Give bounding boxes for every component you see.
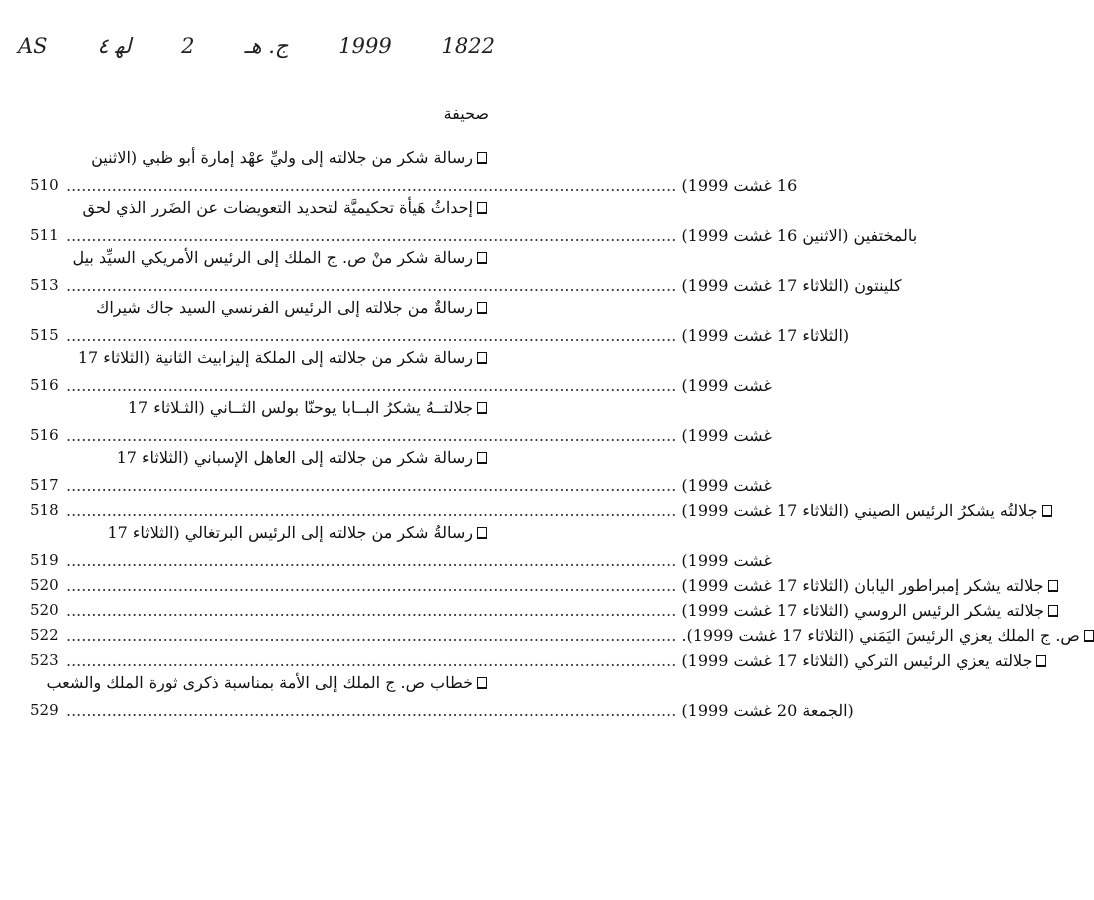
toc-entry-line <box>30 445 487 470</box>
toc-entry-text: غشت 1999) <box>681 426 772 445</box>
toc-entry-text: رسالة شكر من جلالته إلى العاهل الإسباني (الثلاثاء 17 <box>116 448 473 467</box>
checkbox-icon <box>477 452 487 464</box>
toc-entry-line <box>30 170 798 195</box>
toc-entry-text: رسالة شكر من جلالته إلى وليِّ عهْد إمارة أبو ظبي (الاثنين <box>91 148 473 167</box>
page-number: 522 <box>30 626 59 644</box>
toc-entry-line <box>30 195 487 220</box>
toc-entry-line <box>30 220 918 245</box>
toc-entry <box>30 245 902 295</box>
page-number: 510 <box>30 176 59 194</box>
toc-entry-text: غشت 1999) <box>681 476 772 495</box>
page-number: 520 <box>30 601 59 619</box>
dot-leader: ........................................................................................................................ <box>66 701 682 720</box>
toc-entry-text: كلينتون (الثلاثاء 17 غشت 1999) <box>681 276 902 295</box>
dot-leader: ........................................................................................................................ <box>66 276 682 295</box>
dot-leader: ........................................................................................................................ <box>66 326 682 345</box>
dot-leader: ........................................................................................................................ <box>66 601 682 620</box>
checkbox-icon <box>1048 580 1058 592</box>
dot-leader: ........................................................................................................................ <box>66 551 682 570</box>
toc-entry-line <box>30 470 772 495</box>
toc-entry-line <box>30 270 902 295</box>
toc-entry-line <box>30 545 772 570</box>
toc-entry-line <box>30 420 772 445</box>
toc-entry-text: غشت 1999) <box>681 376 772 395</box>
toc-entry-text: غشت 1999) <box>681 551 772 570</box>
page-number: 529 <box>30 701 59 719</box>
toc-entry-text: (الجمعة 20 غشت 1999) <box>681 701 854 720</box>
toc-entry-text: رسالة شكر من جلالته إلى الملكة إليزابيث الثانية (الثلاثاء 17 <box>77 348 473 367</box>
toc-entry-text: رسالة شكر منْ ص. ج الملك إلى الرئيس الأمريكي السيِّد بيل <box>72 248 473 267</box>
toc-entry-text: جلالته يشكر إمبراطور اليابان (الثلاثاء 17 غشت 1999) <box>681 576 1044 595</box>
checkbox-icon <box>1036 655 1046 667</box>
checkbox-icon <box>1084 630 1094 642</box>
page-number: 520 <box>30 576 59 594</box>
page-number: 516 <box>30 376 59 394</box>
toc-entry-line <box>30 295 487 320</box>
checkbox-icon <box>477 352 487 364</box>
page-number: 517 <box>30 476 59 494</box>
toc-entry <box>30 620 1080 645</box>
handwritten-note: 1822 <box>441 34 495 58</box>
toc-entry-text: إحداثُ هَيأة تحكيميَّة لتحديد التعويضات عن الضَرر الذي لحق <box>82 198 473 217</box>
toc-entry-text: رسالةٌ من جلالته إلى الرئيس الفرنسي السيد جاك شيراك <box>96 298 473 317</box>
toc-entry <box>30 445 772 495</box>
dot-leader: ........................................................................................................................ <box>66 501 682 520</box>
toc-entry <box>30 145 798 195</box>
handwritten-annotations <box>18 26 495 66</box>
page-number: 523 <box>30 651 59 669</box>
toc-entry-line <box>30 370 772 395</box>
page-number: 516 <box>30 426 59 444</box>
toc-entry-text: جلالتُه يشكرُ الرئيس الصيني (الثلاثاء 17 غشت 1999) <box>681 501 1038 520</box>
handwritten-note: AS <box>18 34 48 58</box>
table-of-contents <box>30 145 1080 720</box>
checkbox-icon <box>1042 505 1052 517</box>
dot-leader: ........................................................................................................................ <box>66 626 682 645</box>
dot-leader: ........................................................................................................................ <box>66 376 682 395</box>
checkbox-icon <box>477 677 487 689</box>
page-number: 513 <box>30 276 59 294</box>
handwritten-note: ج. هـ <box>244 34 289 58</box>
toc-entry <box>30 520 772 570</box>
toc-entry <box>30 195 918 245</box>
toc-entry-line <box>30 495 1038 520</box>
dot-leader: ........................................................................................................................ <box>66 476 682 495</box>
page-column-label: صحيفة <box>443 104 489 123</box>
toc-entry-line <box>30 320 850 345</box>
toc-entry-line <box>30 520 487 545</box>
toc-entry-line <box>30 395 487 420</box>
toc-entry-line <box>30 145 487 170</box>
toc-entry-text: جلالته يعزي الرئيس التركي (الثلاثاء 17 غشت 1999) <box>681 651 1033 670</box>
dot-leader: ........................................................................................................................ <box>66 426 682 445</box>
handwritten-note: ﻟﻬ ٤ <box>97 34 132 58</box>
page-number: 511 <box>30 226 59 244</box>
toc-entry <box>30 395 772 445</box>
toc-entry-line <box>30 620 1080 645</box>
toc-entry-text: (الثلاثاء 17 غشت 1999) <box>681 326 850 345</box>
toc-entry-line <box>30 245 487 270</box>
page-number: 518 <box>30 501 59 519</box>
toc-entry <box>30 345 772 395</box>
toc-entry-text: 16 غشت 1999) <box>681 176 798 195</box>
toc-entry-line <box>30 645 1033 670</box>
checkbox-icon <box>477 252 487 264</box>
toc-entry <box>30 670 854 720</box>
toc-entry-text: بالمختفين (الاثنين 16 غشت 1999) <box>681 226 918 245</box>
toc-entry <box>30 295 850 345</box>
checkbox-icon <box>477 302 487 314</box>
page-number: 515 <box>30 326 59 344</box>
toc-entry-text: جلالتــهُ يشكرُ البــابا يوحنّا بولس الثــاني (الثـلاثاء 17 <box>127 398 473 417</box>
dot-leader: ........................................................................................................................ <box>66 176 682 195</box>
dot-leader: ........................................................................................................................ <box>66 651 682 670</box>
dot-leader: ........................................................................................................................ <box>66 226 682 245</box>
toc-entry-line <box>30 595 1045 620</box>
toc-entry-line <box>30 570 1044 595</box>
toc-entry <box>30 595 1045 620</box>
toc-entry <box>30 495 1038 520</box>
checkbox-icon <box>477 152 487 164</box>
toc-entry-line <box>30 695 854 720</box>
toc-entry-line <box>30 670 487 695</box>
handwritten-note: 2 <box>181 34 195 58</box>
toc-entry-line <box>30 345 487 370</box>
checkbox-icon <box>477 527 487 539</box>
checkbox-icon <box>1048 605 1058 617</box>
toc-entry-text: خطاب ص. ج الملك إلى الأمة بمناسبة ذكرى ثورة الملك والشعب <box>46 673 473 692</box>
dot-leader: ........................................................................................................................ <box>66 576 682 595</box>
toc-entry-text: ص. ج الملك يعزي الرئيسَ اليَمَني (الثلاثاء 17 غشت 1999). <box>681 626 1080 645</box>
toc-entry <box>30 645 1033 670</box>
handwritten-note: 1999 <box>338 34 392 58</box>
page-number: 519 <box>30 551 59 569</box>
toc-entry-text: جلالته يشكر الرئيس الروسي (الثلاثاء 17 غشت 1999) <box>681 601 1045 620</box>
toc-entry <box>30 570 1044 595</box>
checkbox-icon <box>477 402 487 414</box>
checkbox-icon <box>477 202 487 214</box>
toc-entry-text: رسالةُ شكر من جلالته إلى الرئيس البرتغالي (الثلاثاء 17 <box>107 523 473 542</box>
